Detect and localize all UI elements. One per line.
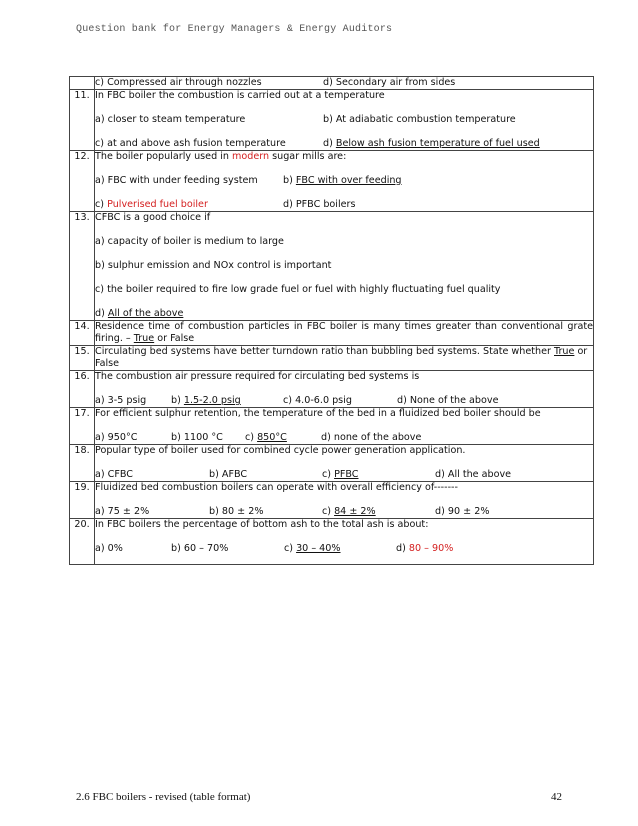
- question-number: 14.: [70, 321, 95, 346]
- question-body: [95, 77, 594, 90]
- table-row: [70, 408, 594, 445]
- option-b: b) 60 – 70%: [171, 543, 229, 554]
- option-a: a) 0%: [95, 543, 123, 554]
- option-b: b) 80 ± 2%: [209, 506, 264, 517]
- question-body: [95, 445, 594, 482]
- page-footer: 2.6 FBC boilers - revised (table format): [76, 791, 251, 803]
- question-number: 18.: [70, 445, 95, 482]
- option-a: a) 3-5 psig: [95, 395, 147, 406]
- option-a: a) closer to steam temperature: [95, 114, 246, 125]
- option-b: b) FBC with over feeding: [283, 175, 402, 186]
- correct-answer: FBC with over feeding: [295, 175, 402, 186]
- correct-answer: True: [554, 346, 575, 357]
- question-text: In FBC boilers the percentage of bottom ash to the total ash is about:: [95, 519, 429, 530]
- option-d: d) PFBC boilers: [283, 199, 356, 210]
- option-c: c) Pulverised fuel boiler: [95, 199, 208, 210]
- question-body: [95, 371, 594, 408]
- question-number: 19.: [70, 482, 95, 519]
- question-body: [95, 321, 594, 346]
- question-text: Residence time of combustion particles in FBC boiler is many times greater than conventional grate firing. – True or False: [95, 321, 593, 344]
- option-b: b) sulphur emission and NOx control is important: [95, 260, 332, 271]
- correct-answer: 84 ± 2%: [334, 506, 376, 517]
- correct-answer: 1.5-2.0 psig: [183, 395, 241, 406]
- option-d: d) None of the above: [397, 395, 499, 406]
- highlighted-option: 80 – 90%: [408, 543, 454, 554]
- question-text: In FBC boiler the combustion is carried out at a temperature: [95, 90, 385, 101]
- option-b: b) AFBC: [209, 469, 248, 480]
- question-number: 13.: [70, 212, 95, 321]
- question-text: Circulating bed systems have better turndown ratio than bubbling bed systems. State whether True or False: [95, 346, 588, 369]
- option-c: c) Compressed air through nozzles: [95, 77, 262, 88]
- correct-answer: All of the above: [107, 308, 184, 319]
- correct-answer: 30 – 40%: [296, 543, 341, 554]
- option-b: b) At adiabatic combustion temperature: [323, 114, 516, 125]
- option-d: d) All the above: [435, 469, 512, 480]
- option-b: b) 1100 °C: [171, 432, 223, 443]
- correct-answer: 850°C: [257, 432, 287, 443]
- option-d: d) 80 – 90%: [396, 543, 454, 554]
- question-number: 17.: [70, 408, 95, 445]
- page-header: Question bank for Energy Managers & Energy Auditors: [76, 24, 393, 35]
- question-number: 20.: [70, 519, 95, 565]
- option-a: a) 950°C: [95, 432, 138, 443]
- question-body: [95, 519, 594, 565]
- option-a: a) capacity of boiler is medium to large: [95, 236, 284, 247]
- option-d: d) Secondary air from sides: [323, 77, 456, 88]
- option-d: d) Below ash fusion temperature of fuel used: [323, 138, 540, 149]
- table-row: [70, 445, 594, 482]
- highlighted-word: modern: [232, 151, 270, 162]
- question-number: 12.: [70, 151, 95, 212]
- option-c: c) 4.0-6.0 psig: [283, 395, 352, 406]
- table-row: [70, 371, 594, 408]
- highlighted-option: Pulverised fuel boiler: [107, 199, 208, 210]
- table-row: [70, 482, 594, 519]
- option-a: a) CFBC: [95, 469, 134, 480]
- option-a: a) FBC with under feeding system: [95, 175, 258, 186]
- question-text: For efficient sulphur retention, the temperature of the bed in a fluidized bed boiler should be: [95, 408, 541, 419]
- question-body: [95, 346, 594, 371]
- question-text: Fluidized bed combustion boilers can operate with overall efficiency of-------: [95, 482, 458, 493]
- question-body: [95, 90, 594, 151]
- question-number: [70, 77, 95, 90]
- question-table: [69, 76, 594, 565]
- question-body: [95, 212, 594, 321]
- correct-answer: True: [133, 333, 155, 344]
- question-text: The combustion air pressure required for circulating bed systems is: [95, 371, 420, 382]
- table-row: [70, 346, 594, 371]
- question-body: [95, 408, 594, 445]
- question-text: The boiler popularly used in modern sugar mills are:: [95, 151, 347, 162]
- correct-answer: PFBC: [334, 469, 359, 480]
- page-number: 42: [551, 791, 562, 803]
- question-text: CFBC is a good choice if: [95, 212, 211, 223]
- option-d: d) 90 ± 2%: [435, 506, 490, 517]
- option-b: b) 1.5-2.0 psig: [171, 395, 241, 406]
- option-c: c) PFBC: [322, 469, 359, 480]
- option-c: c) at and above ash fusion temperature: [95, 138, 286, 149]
- question-number: 15.: [70, 346, 95, 371]
- correct-answer: Below ash fusion temperature of fuel used: [335, 138, 540, 149]
- question-text: Popular type of boiler used for combined cycle power generation application.: [95, 445, 466, 456]
- option-a: a) 75 ± 2%: [95, 506, 150, 517]
- question-number: 11.: [70, 90, 95, 151]
- table-row: [70, 77, 594, 90]
- option-d: d) All of the above: [95, 308, 184, 319]
- table-row: [70, 321, 594, 346]
- table-row: [70, 151, 594, 212]
- table-row: [70, 212, 594, 321]
- question-body: [95, 151, 594, 212]
- option-c: c) the boiler required to fire low grade fuel or fuel with highly fluctuating fuel quality: [95, 284, 501, 295]
- question-number: 16.: [70, 371, 95, 408]
- question-body: [95, 482, 594, 519]
- option-c: c) 84 ± 2%: [322, 506, 376, 517]
- option-c: c) 30 – 40%: [284, 543, 341, 554]
- option-d: d) none of the above: [321, 432, 422, 443]
- option-c: c) 850°C: [245, 432, 287, 443]
- table-row: [70, 90, 594, 151]
- table-row: [70, 519, 594, 565]
